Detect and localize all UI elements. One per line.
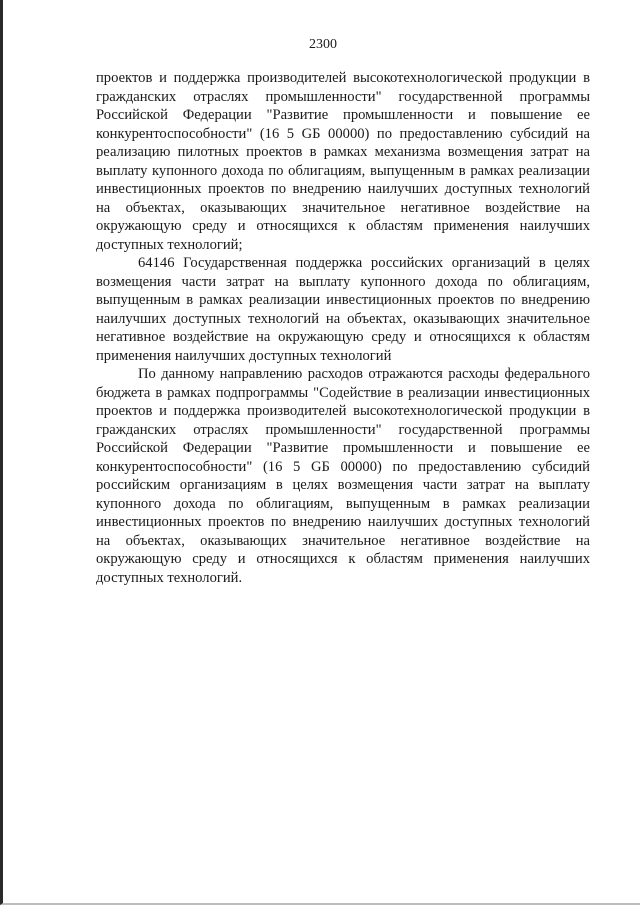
paragraph-continuation: проектов и поддержка производителей высокотехнологической продукции в гражданских отраслях промышленности" государственной программы Российской Федерации "Развитие промышленности и повышение ее конкурентоспособности" (16 5 GБ 00000) по предоставлению субсидий на реализацию пилотных проектов в рамках механизма возмещения затрат на выплату купонного дохода по облигациям, выпущенным в рамках реализации инвестиционных проектов по внедрению наилучших доступных технологий на объектах, оказывающих значительное негативное воздействие на окружающую среду и относящихся к областям применения наилучших доступных технологий; <box>96 70 590 253</box>
paragraph-64146-heading: 64146 Государственная поддержка российских организаций в целях возмещения части затрат на выплату купонного дохода по облигациям, выпущенным в рамках реализации инвестиционных проектов по внедрению наилучших доступных технологий на объектах, оказывающих значительное негативное воздействие на окружающую среду и относящихся к областям применения наилучших доступных технологий <box>96 255 590 364</box>
page-number: 2300 <box>309 37 337 52</box>
document-body <box>96 69 590 587</box>
paragraph-expense-description: По данному направлению расходов отражаются расходы федерального бюджета в рамках подпрограммы "Содействие в реализации инвестиционных проектов и поддержка производителей высокотехнологической продукции в гражданских отраслях промышленности" государственной программы Российской Федерации "Развитие промышленности и повышение ее конкурентоспособности" (16 5 GБ 00000) по предоставлению субсидий российским организациям в целях возмещения части затрат на выплату купонного дохода по облигациям, выпущенным в рамках реализации инвестиционных проектов по внедрению наилучших доступных технологий на объектах, оказывающих значительное негативное воздействие на окружающую среду и относящихся к областям применения наилучших доступных технологий. <box>96 366 590 586</box>
